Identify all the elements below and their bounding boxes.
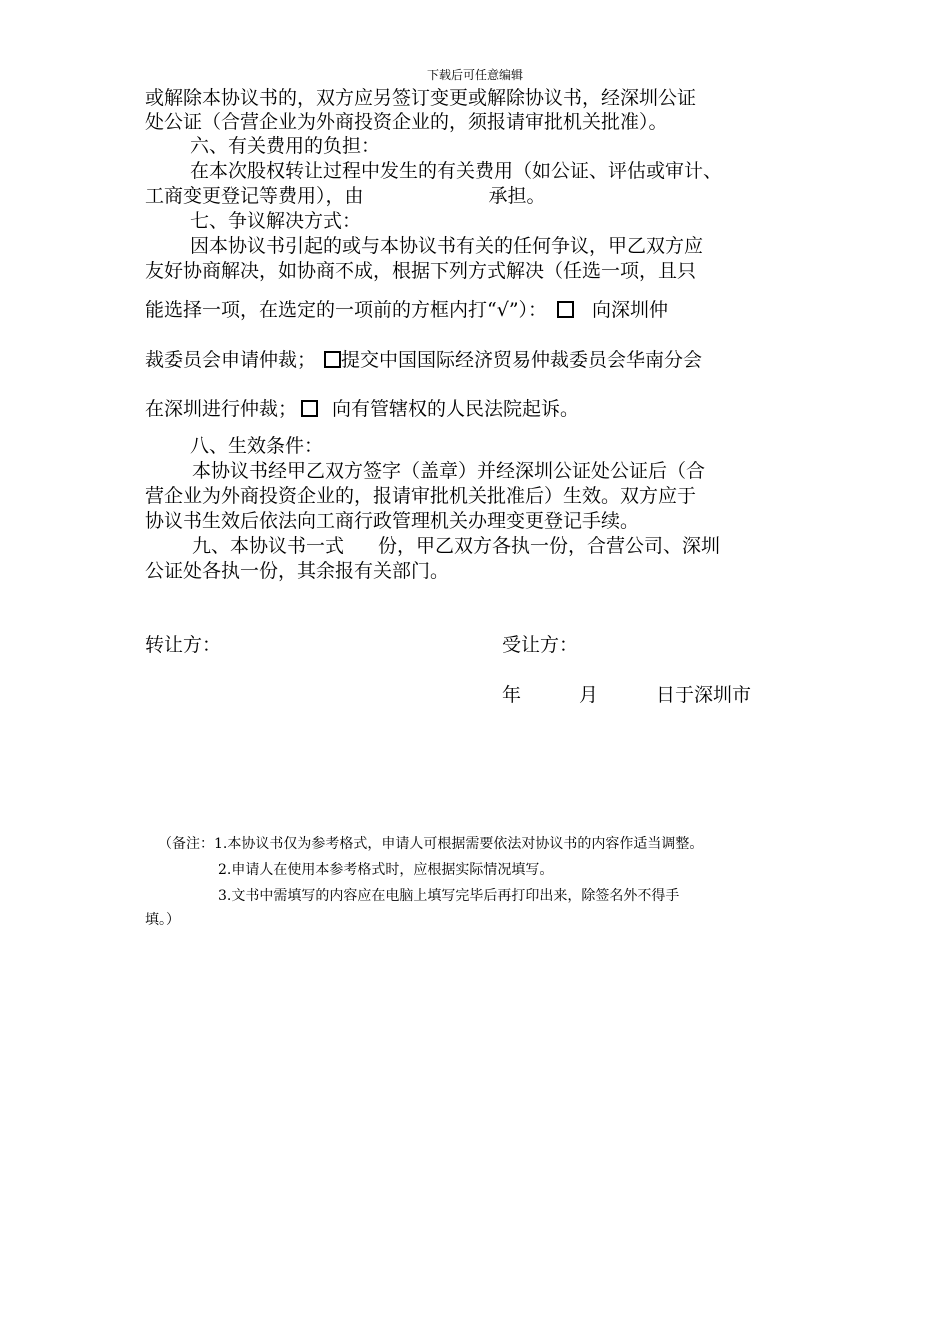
option-1-text: 向深圳仲	[592, 299, 669, 321]
month-label: 月	[579, 684, 599, 706]
option-intro: 能选择一项，在选定的一项前的方框内打“√”）：	[145, 299, 548, 321]
paragraph-line	[145, 348, 702, 372]
date-place-line	[502, 683, 751, 707]
paragraph-line: 协议书生效后依法向工商行政管理机关办理变更登记手续。	[145, 510, 640, 532]
paragraph-line	[192, 534, 720, 558]
note-line: 3.文书中需填写的内容应在电脑上填写完毕后再打印出来，除签名外不得手	[218, 888, 680, 904]
option-2-text: 提交中国国际经济贸易仲裁委员会华南分会	[341, 349, 703, 371]
note-line: 2.申请人在使用本参考格式时，应根据实际情况填写。	[218, 862, 554, 878]
paragraph-line	[145, 397, 579, 421]
option-3-text: 向有管辖权的人民法院起诉。	[332, 398, 580, 420]
paragraph-line: 营企业为外商投资企业的，报请审批机关批准后）生效。双方应于	[145, 485, 697, 507]
checkbox-arbitration-shenzhen[interactable]	[557, 301, 574, 318]
cost-text-end: 承担。	[488, 185, 546, 207]
section-8-title: 八、生效条件：	[190, 435, 324, 457]
paragraph-line: 处公证（合营企业为外商投资企业的，须报请审批机关批准）。	[145, 111, 668, 133]
year-label: 年	[502, 684, 522, 706]
section-7-title: 七、争议解决方式：	[190, 210, 362, 232]
paragraph-line: 因本协议书引起的或与本协议书有关的任何争议，甲乙双方应	[190, 235, 704, 257]
paragraph-line: 公证处各执一份，其余报有关部门。	[145, 560, 450, 582]
section-6-title: 六、有关费用的负担：	[190, 135, 381, 157]
paragraph-line: 本协议书经甲乙双方签字（盖章）并经深圳公证处公证后（合	[192, 460, 706, 482]
paragraph-line: 友好协商解决，如协商不成，根据下列方式解决（任选一项，且只	[145, 260, 697, 282]
copies-text-end: 份，甲乙双方各执一份，合营公司、深圳	[378, 535, 721, 557]
paragraph-line: 或解除本协议书的，双方应另签订变更或解除协议书，经深圳公证	[145, 87, 697, 109]
note-line: 填。）	[145, 912, 180, 928]
transferor-label: 转让方：	[145, 634, 222, 656]
copies-text: 九、本协议书一式	[192, 535, 345, 557]
cost-text: 工商变更登记等费用），由	[145, 185, 364, 207]
checkbox-court[interactable]	[301, 400, 318, 417]
checkbox-cietac-south-china[interactable]	[324, 351, 341, 368]
paragraph-line	[145, 184, 546, 208]
day-place-label: 日于深圳市	[656, 684, 752, 706]
option-1-text-cont: 裁委员会申请仲裁；	[145, 349, 317, 371]
page-header: 下载后可任意编辑	[426, 68, 523, 82]
paragraph-line: 在本次股权转让过程中发生的有关费用（如公证、评估或审计、	[190, 160, 723, 182]
option-2-text-cont: 在深圳进行仲裁；	[145, 398, 298, 420]
note-line: （备注：1.本协议书仅为参考格式，申请人可根据需要依法对协议书的内容作适当调整。	[158, 836, 704, 852]
paragraph-line	[145, 298, 668, 322]
transferee-label: 受让方：	[502, 634, 579, 656]
